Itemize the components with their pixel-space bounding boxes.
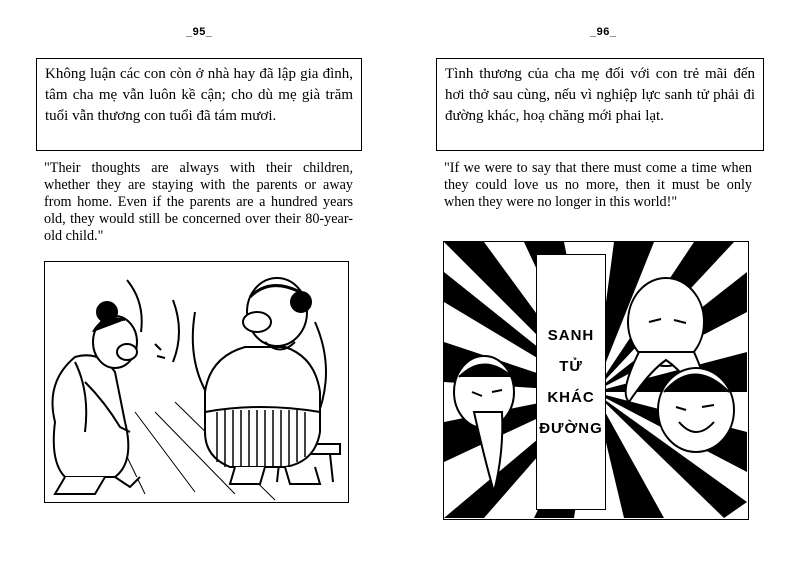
panel-caption-word: SANH	[547, 327, 595, 344]
panel-caption-word: ĐƯỜNG	[539, 420, 603, 437]
illustration-panel	[443, 241, 749, 520]
right-page	[400, 0, 800, 566]
english-quote: "Their thoughts are always with their children, whether they are staying with the parents or away from home. Even if the parents are a hundred years old, they would still be concerned over their 80-year-old child."	[44, 160, 353, 244]
panel-caption-word: KHÁC	[547, 389, 595, 406]
page-number: _95_	[186, 26, 213, 38]
vietnamese-text-box: Tình thương của cha mẹ đối với con trẻ mãi đến hơi thở sau cùng, nếu vì nghiệp lực sanh tử phải đi đường khác, hoạ chăng mới phai lạt.	[436, 58, 764, 151]
page-number: _96_	[590, 26, 617, 38]
illustration-panel	[44, 261, 349, 503]
elderly-mother-and-son-illustration	[45, 262, 347, 501]
panel-caption-word: TỬ	[559, 358, 583, 375]
vietnamese-text-box: Không luận các con còn ở nhà hay đã lập gia đình, tâm cha mẹ vẫn luôn kề cận; cho dù mẹ già trăm tuổi vẫn thương con tuổi đã tám mươi.	[36, 58, 362, 151]
panel-title-plate	[536, 254, 606, 510]
english-quote: "If we were to say that there must come a time when they could love us no more, then it must be only when they were no longer in this world!"	[444, 160, 752, 210]
